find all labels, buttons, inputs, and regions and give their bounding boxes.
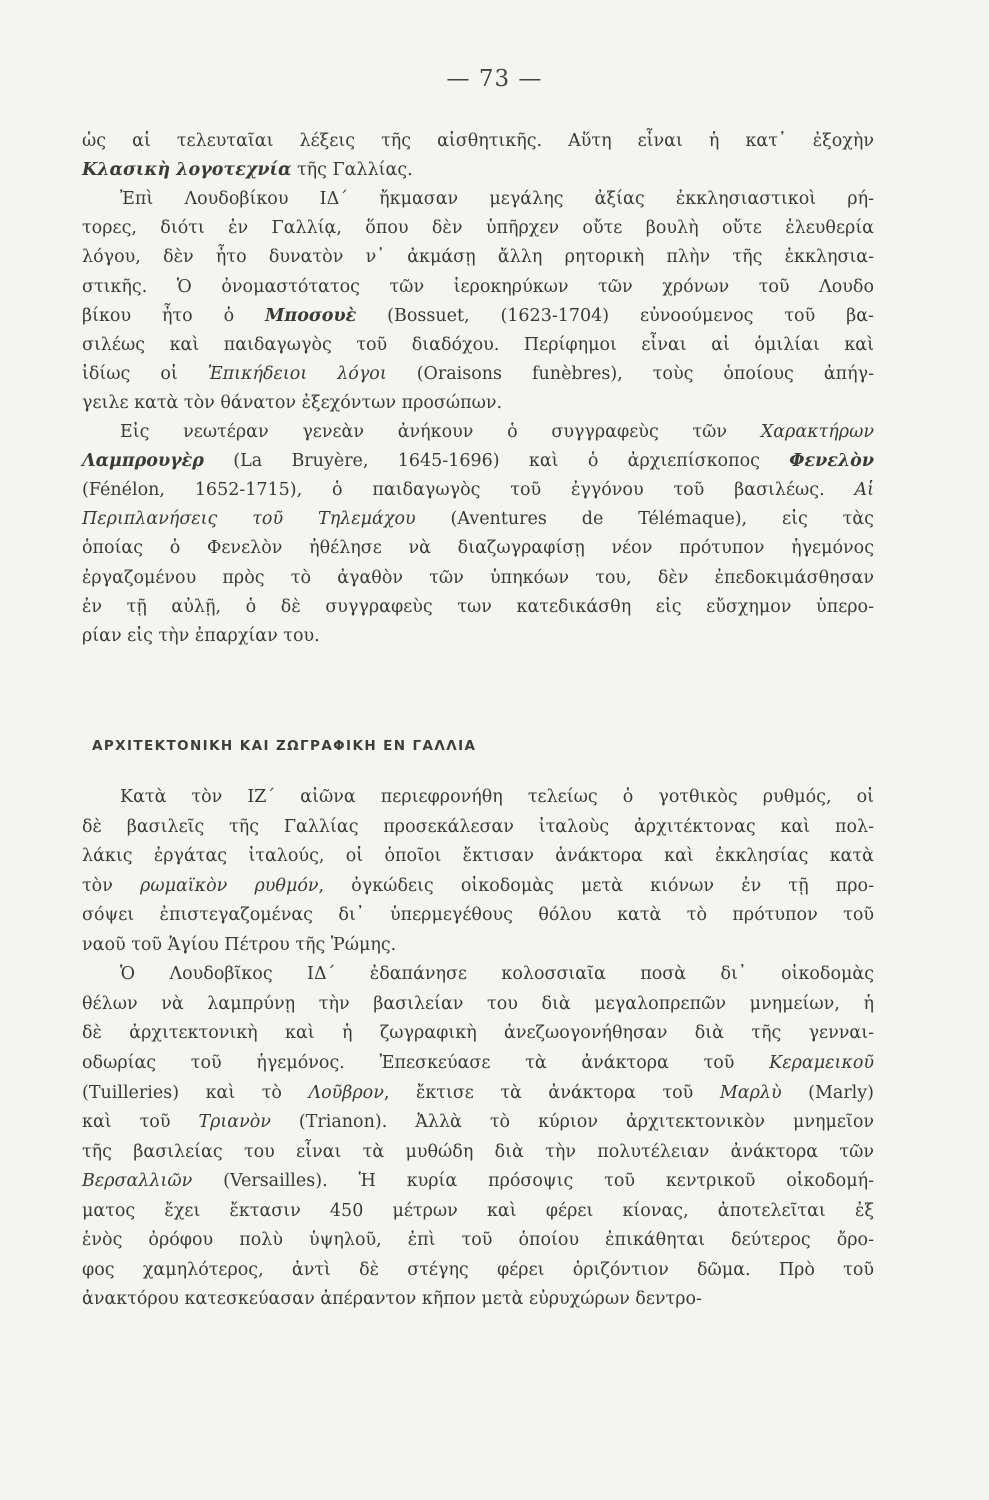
text-line <box>82 1196 874 1226</box>
text-segment: λόγου, δὲν ἦτο δυνατὸν ν᾽ ἀκμάσῃ ἄλλη ρητορικὴ πλὴν τῆς ἐκκλησια- <box>82 247 874 268</box>
text-segment: , ἔκτισε τὰ ἀνάκτορα τοῦ <box>383 1082 720 1103</box>
emphasized-text: Φενελὸν <box>789 451 874 472</box>
text-line <box>82 1225 874 1255</box>
emphasized-text: Περιπλανήσεις τοῦ Τηλεμάχου <box>82 509 416 530</box>
text-segment: (La Bruyère, 1645-1696) καὶ ὁ ἀρχιεπίσκοπος <box>203 451 790 472</box>
text-line <box>82 1107 874 1137</box>
text-segment: τῆς Γαλλίας. <box>291 160 413 181</box>
text-segment: (Versailles). Ἡ κυρία πρόσοψις τοῦ κεντρικοῦ οἰκοδομή- <box>192 1171 874 1192</box>
text-segment: δὲ βασιλεῖς τῆς Γαλλίας προσεκάλεσαν ἰταλοὺς ἀρχιτέκτονας καὶ πολ- <box>82 816 874 837</box>
text-line <box>82 213 874 243</box>
text-line <box>82 989 874 1019</box>
text-segment: τὸν <box>82 875 141 896</box>
text-segment: ἰδίως οἱ <box>82 363 208 384</box>
text-line <box>82 592 874 622</box>
text-segment: Κατὰ τὸν ΙΖ΄ αἰῶνα περιεφρονήθη τελείως ὁ γοτθικὸς ρυθμός, οἱ <box>120 787 874 807</box>
text-segment: ἑνὸς ὀρόφου πολὺ ὑψηλοῦ, ἐπὶ τοῦ ὁποίου ἐπικάθηται δεύτερος ὄρο- <box>82 1230 874 1251</box>
emphasized-text: Ἐπικήδειοι λόγοι <box>207 363 387 384</box>
text-segment: τῆς βασιλείας του εἶναι τὰ μυθώδη διὰ τὴν πολυτέλειαν ἀνάκτορα τῶν <box>82 1141 874 1162</box>
text-segment: ὡς αἱ τελευταῖαι λέξεις τῆς αἰσθητικῆς. Αὕτη εἶναι ἡ κατ᾽ ἐξοχὴν <box>82 131 874 151</box>
text-segment: ρίαν εἰς τὴν ἐπαρχίαν του. <box>82 625 320 646</box>
text-line <box>82 1018 874 1048</box>
text-segment: ναοῦ τοῦ Ἁγίου Πέτρου τῆς Ῥώμης. <box>82 934 397 955</box>
emphasized-text: Αἱ <box>854 480 874 501</box>
text-segment: Ὁ Λουδοβῖκος ΙΔ΄ ἐδαπάνησε κολοσσιαῖα ποσὰ δι᾽ οἰκοδομὰς <box>120 964 874 985</box>
text-line <box>82 621 874 651</box>
text-line <box>82 812 874 842</box>
text-segment: (Bossuet, (1623-1704) εὐνοούμενος τοῦ βα- <box>356 305 874 326</box>
section-heading: ΑΡΧΙΤΕΚΤΟΝΙΚΗ ΚΑΙ ΖΩΓΡΑΦΙΚΗ ΕΝ ΓΑΛΛΙΑ <box>92 738 477 754</box>
text-segment: ματος ἔχει ἔκτασιν 450 μέτρων καὶ φέρει κίονας, ἀποτελεῖται ἐξ <box>82 1200 874 1221</box>
text-segment: (Trianon). Ἀλλὰ τὸ κύριον ἀρχιτεκτονικὸν μνημεῖον <box>270 1112 874 1133</box>
text-line <box>120 782 874 812</box>
text-line <box>82 504 874 534</box>
text-segment: ἐργαζομένου πρὸς τὸ ἀγαθὸν τῶν ὑπηκόων του, δὲν ἐπεδοκιμάσθησαν <box>82 567 874 588</box>
text-line <box>120 959 874 989</box>
text-line <box>82 155 874 185</box>
text-segment: Εἰς νεωτέραν γενεὰν ἀνήκουν ὁ συγγραφεὺς τῶν <box>120 422 761 442</box>
text-line <box>82 1048 874 1078</box>
text-line <box>120 417 874 447</box>
text-segment: στικῆς. Ὁ ὀνομαστότατος τῶν ἱεροκηρύκων τῶν χρόνων τοῦ Λουδο <box>82 276 874 297</box>
text-line <box>82 359 874 389</box>
text-segment: σιλέως καὶ παιδαγωγὸς τοῦ διαδόχου. Περίφημοι εἶναι αἱ ὁμιλίαι καὶ <box>82 334 874 355</box>
text-segment: ἐν τῇ αὐλῇ, ὁ δὲ συγγραφεὺς των κατεδικάσθη εἰς εὔσχημον ὑπερο- <box>82 596 874 617</box>
text-segment: (Fénélon, 1652-1715), ὁ παιδαγωγὸς τοῦ ἐγγόνου τοῦ βασιλέως. <box>82 480 855 501</box>
text-line <box>82 1137 874 1167</box>
text-line <box>82 871 874 901</box>
emphasized-text: Βερσαλλιῶν <box>82 1171 193 1192</box>
text-line <box>82 1166 874 1196</box>
text-segment: γειλε κατὰ τὸν θάνατον ἐξεχόντων προσώπων. <box>82 392 503 413</box>
text-line <box>82 272 874 302</box>
text-line <box>82 1078 874 1108</box>
text-line <box>82 900 874 930</box>
emphasized-text: Λοῦβρον <box>308 1082 384 1103</box>
text-line <box>82 1255 874 1285</box>
emphasized-text: Λαμπρουγὲρ <box>82 451 204 472</box>
text-segment: ἀνακτόρου κατεσκεύασαν ἀπέραντον κῆπον μετὰ εὐρυχώρων δεντρο- <box>82 1289 702 1310</box>
text-line <box>82 475 874 505</box>
text-segment: θέλων νὰ λαμπρύνῃ τὴν βασιλείαν του διὰ μεγαλοπρεπῶν μνημείων, ἡ <box>82 993 874 1014</box>
emphasized-text: Κλασικὴ λογοτεχνία <box>82 160 292 181</box>
text-segment: σόψει ἐπιστεγαζομένας δι᾽ ὑπερμεγέθους θόλου κατὰ τὸ πρότυπον τοῦ <box>82 905 874 926</box>
text-segment: οδωρίας τοῦ ἡγεμόνος. Ἐπεσκεύασε τὰ ἀνάκτορα τοῦ <box>82 1052 770 1073</box>
text-line <box>82 330 874 360</box>
text-segment: ὁποίας ὁ Φενελὸν ἠθέλησε νὰ διαζωγραφίσῃ νέον πρότυπον ἡγεμόνος <box>82 538 874 559</box>
text-line <box>82 930 874 960</box>
emphasized-text: Μποσουὲ <box>265 305 357 326</box>
text-line <box>82 533 874 563</box>
emphasized-text: Κεραμεικοῦ <box>769 1052 874 1073</box>
text-segment: (Marly) <box>781 1082 874 1103</box>
text-segment: τορες, διότι ἐν Γαλλίᾳ, ὅπου δὲν ὑπῆρχεν οὔτε βουλὴ οὔτε ἐλευθερία <box>82 218 874 239</box>
text-line <box>82 1284 874 1314</box>
text-line <box>120 184 874 214</box>
text-line <box>82 563 874 593</box>
text-line <box>82 301 874 331</box>
text-segment: καὶ τοῦ <box>82 1112 199 1133</box>
emphasized-text: ρωμαϊκὸν ρυθμόν <box>140 875 319 896</box>
text-line <box>82 841 874 871</box>
text-segment: λάκις ἐργάτας ἰταλούς, οἱ ὁποῖοι ἔκτισαν ἀνάκτορα καὶ ἐκκλησίας κατὰ <box>82 846 874 867</box>
text-segment: βίκου ἦτο ὁ <box>82 305 266 326</box>
text-line <box>82 446 874 476</box>
emphasized-text: Χαρακτήρων <box>760 422 874 442</box>
text-segment: (Oraisons funèbres), τοὺς ὁποίους ἀπήγ- <box>386 363 874 384</box>
text-segment: δὲ ἀρχιτεκτονικὴ καὶ ἡ ζωγραφικὴ ἀνεζωογονήθησαν διὰ τῆς γενναι- <box>82 1023 874 1044</box>
text-segment: , ὀγκώδεις οἰκοδομὰς μετὰ κιόνων ἐν τῇ προ- <box>318 875 874 896</box>
text-segment: φος χαμηλότερος, ἀντὶ δὲ στέγης φέρει ὁριζόντιον δῶμα. Πρὸ τοῦ <box>82 1259 874 1280</box>
text-line <box>82 242 874 272</box>
text-segment: Ἐπὶ Λουδοβίκου ΙΔ΄ ἤκμασαν μεγάλης ἀξίας ἐκκλησιαστικοὶ ρή- <box>120 189 874 210</box>
text-line <box>82 126 874 156</box>
text-line <box>82 388 874 418</box>
emphasized-text: Τριανὸν <box>198 1112 271 1133</box>
page-number: — 73 — <box>446 66 543 92</box>
emphasized-text: Μαρλὺ <box>719 1082 782 1103</box>
text-segment: (Tuilleries) καὶ τὸ <box>82 1082 309 1103</box>
text-segment: (Aventures de Télémaque), εἰς τὰς <box>415 509 874 530</box>
